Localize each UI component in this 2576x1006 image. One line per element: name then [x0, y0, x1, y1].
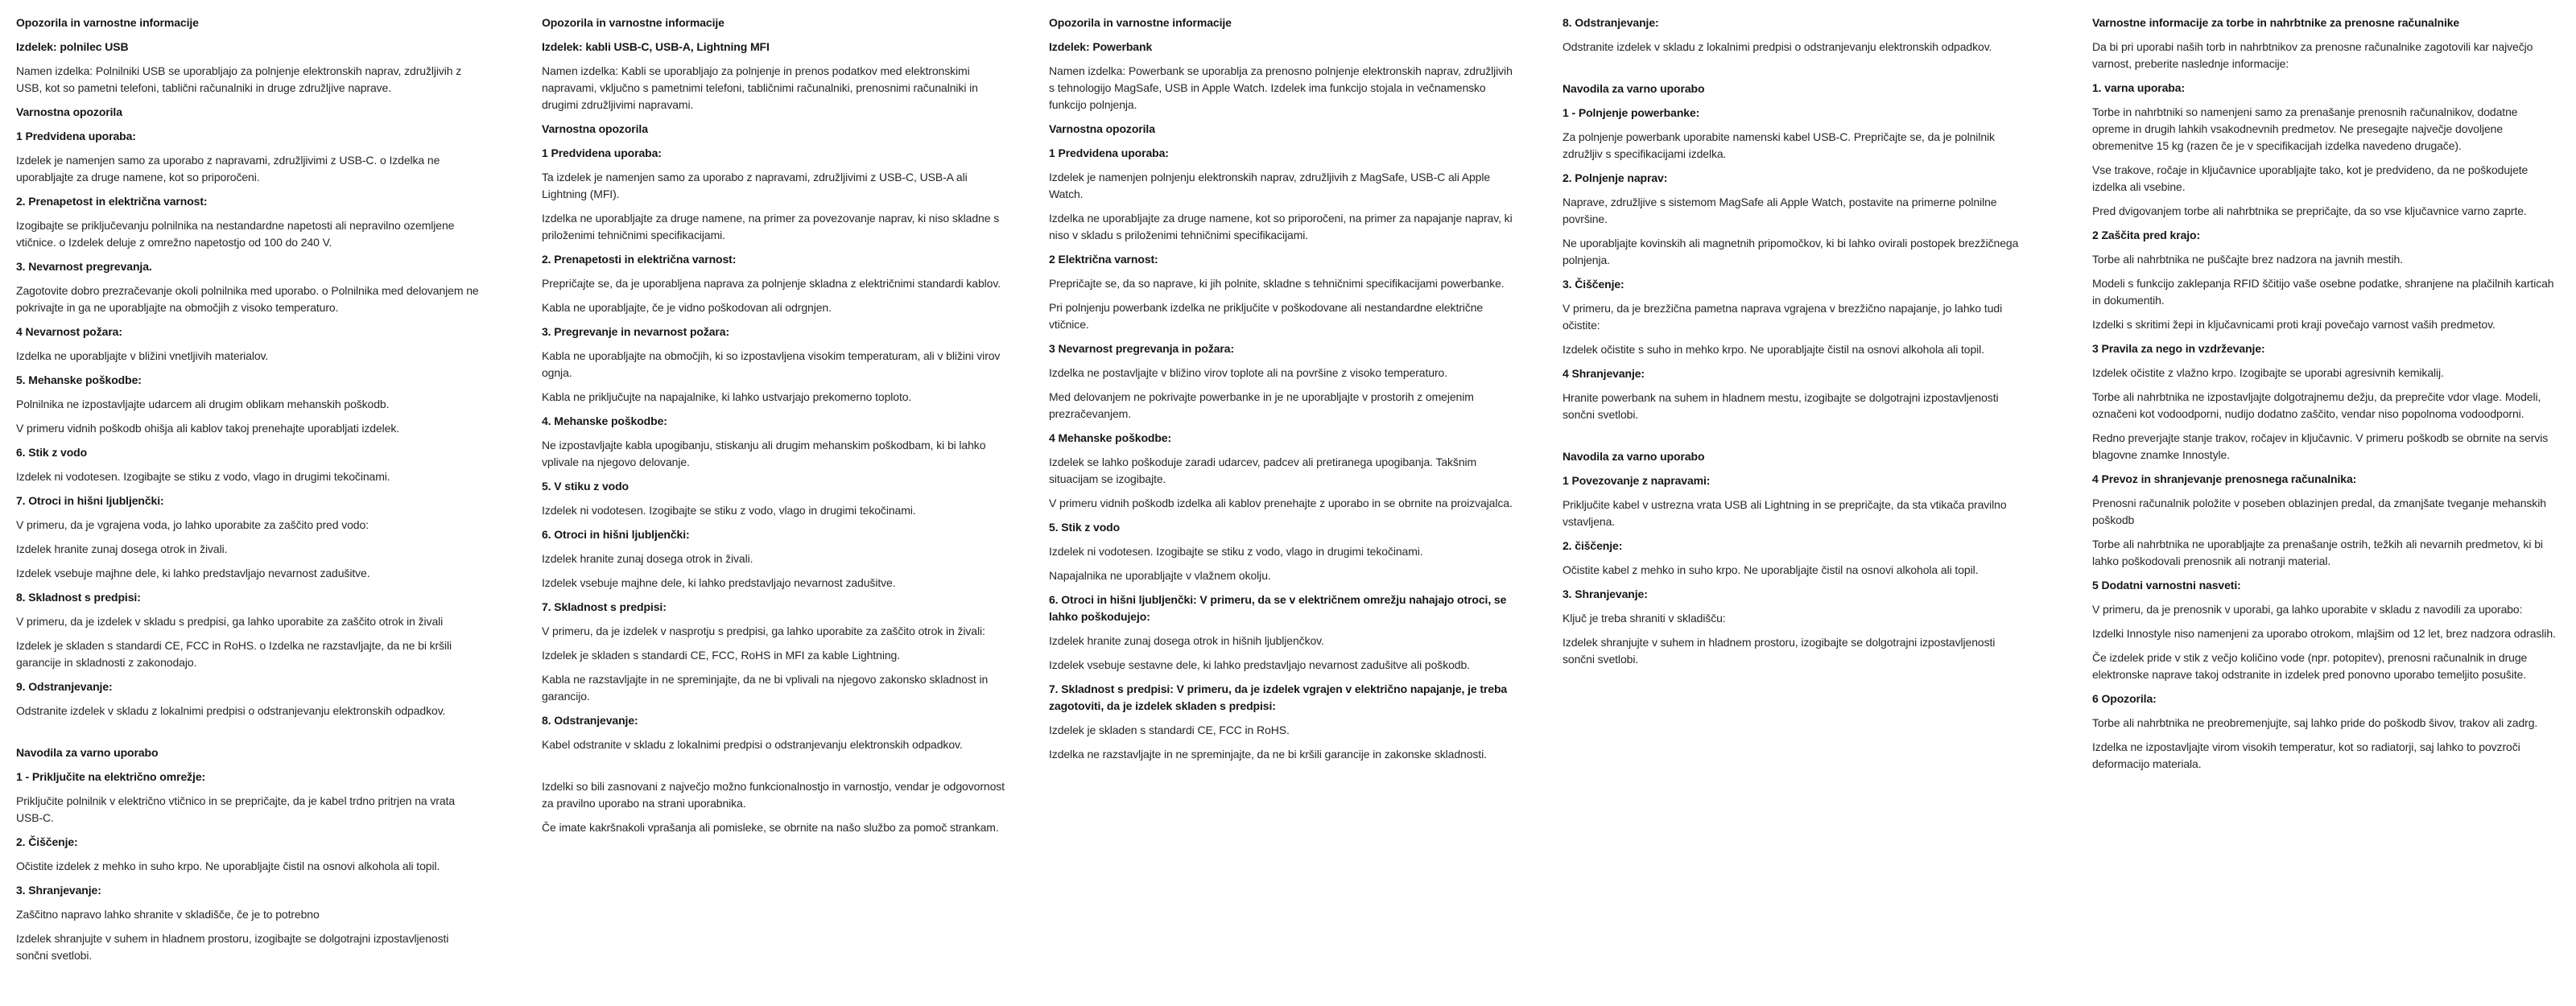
paragraph: V primeru, da je izdelek v nasprotju s predpisi, ga lahko uporabite za zaščito otrok in živali:	[542, 625, 985, 637]
section-heading: Varnostna opozorila	[16, 105, 122, 118]
paragraph: Pred dvigovanjem torbe ali nahrbtnika se prepričajte, da so vse ključavnice varno zaprte.	[2092, 204, 2527, 217]
section-heading: 9. Odstranjevanje:	[16, 680, 113, 693]
paragraph: Izdelek vsebuje majhne dele, ki lahko predstavljajo nevarnost zadušitve.	[16, 567, 370, 579]
column-laptop-bags	[2092, 14, 2557, 780]
section-heading: 3. Čiščenje:	[1563, 278, 1624, 291]
paragraph: Izdelka ne postavljajte v bližino virov toplote ali na površine z visoko temperaturo.	[1049, 366, 1447, 379]
section-heading: Opozorila in varnostne informacije	[542, 16, 724, 29]
paragraph: Namen izdelka: Kabli se uporabljajo za polnjenje in prenos podatkov med elektronskimi napravami, vključno s pametnimi telefoni, tabličnimi računalniki, prenosnimi računalniki in drugimi združljivimi napravami.	[542, 64, 978, 111]
paragraph: Priključite kabel v ustrezna vrata USB ali Lightning in se prepričajte, da sta vtikača pravilno vstavljena.	[1563, 498, 2007, 528]
section-heading: 5. V stiku z vodo	[542, 480, 629, 493]
section-heading: 6. Stik z vodo	[16, 446, 88, 459]
section-heading: 7. Skladnost s predpisi: V primeru, da je izdelek vgrajen v električno napajanje, je treba zagotoviti, da je izdelek skladen s predpisi:	[1049, 682, 1508, 712]
section-heading: Opozorila in varnostne informacije	[16, 16, 199, 29]
section-heading: 4 Shranjevanje:	[1563, 367, 1645, 380]
section-heading: 3 Pravila za nego in vzdrževanje:	[2092, 342, 2265, 355]
paragraph: Izdelek očistite z vlažno krpo. Izogibajte se uporabi agresivnih kemikalij.	[2092, 366, 2444, 379]
paragraph: Ta izdelek je namenjen samo za uporabo z napravami, združljivimi z USB-C, USB-A ali Lightning (MFI).	[542, 171, 968, 200]
section-heading: 7. Skladnost s predpisi:	[542, 600, 667, 613]
section-heading: 2. Prenapetost in električna varnost:	[16, 195, 208, 208]
column-powerbank-instructions	[1563, 14, 2028, 675]
section-heading: 2 Električna varnost:	[1049, 253, 1158, 266]
paragraph: Prenosni računalnik položite v poseben oblazinjen predal, da zmanjšate tveganje mehanskih poškodb	[2092, 497, 2546, 526]
section-heading: Varnostna opozorila	[1049, 122, 1155, 135]
section-heading: 2. Čiščenje:	[16, 835, 78, 848]
section-heading: 8. Skladnost s predpisi:	[16, 591, 141, 604]
paragraph: Za polnjenje powerbank uporabite namenski kabel USB-C. Prepričajte se, da je polnilnik združljiv s specifikacijami izdelka.	[1563, 130, 1995, 160]
paragraph: Izdelek vsebuje sestavne dele, ki lahko predstavljajo nevarnost zadušitve ali poškodb.	[1049, 658, 1470, 671]
column-powerbank	[1049, 14, 1514, 770]
paragraph: Izdelek hranite zunaj dosega otrok in hišnih ljubljenčkov.	[1049, 634, 1324, 647]
section-heading: 1 - Priključite na električno omrežje:	[16, 770, 206, 783]
paragraph: Izdelka ne izpostavljajte virom visokih temperatur, kot so radiatorji, saj lahko to povzroči deformacijo materiala.	[2092, 740, 2520, 770]
paragraph: Zaščitno napravo lahko shranite v skladišče, če je to potrebno	[16, 908, 320, 921]
paragraph: Torbe in nahrbtniki so namenjeni samo za prenašanje prenosnih računalnikov, dodatne opreme in drugih lahkih vsakodnevnih predmetov. Ne presegajte največje dovoljene obremenitve 15 kg (razen če je v specifikacijah izdelka navedeno drugače).	[2092, 105, 2518, 152]
paragraph: Kabla ne uporabljajte, če je vidno poškodovan ali odrgnjen.	[542, 301, 832, 314]
section-heading: 3. Shranjevanje:	[16, 884, 101, 897]
paragraph: Če izdelek pride v stik z večjo količino vode (npr. potopitev), prenosni računalnik in druge elektronske naprave takoj odstranite in izdelek pred ponovno uporabo temeljito posušite.	[2092, 651, 2528, 681]
paragraph: Izdelka ne uporabljajte v bližini vnetljivih materialov.	[16, 349, 269, 362]
paragraph: Če imate kakršnakoli vprašanja ali pomisleke, se obrnite na našo službo za pomoč strankam.	[542, 821, 999, 834]
section-heading: 5. Mehanske poškodbe:	[16, 373, 142, 386]
paragraph: Izdelki so bili zasnovani z največjo možno funkcionalnostjo in varnostjo, vendar je odgovornost za pravilno uporabo na strani uporabnika.	[542, 780, 1005, 810]
section-heading: 4 Nevarnost požara:	[16, 325, 122, 338]
paragraph: Izdelek shranjujte v suhem in hladnem prostoru, izogibajte se dolgotrajni izpostavljenosti sončni svetlobi.	[1563, 636, 1996, 666]
spacer	[542, 761, 1007, 778]
paragraph: Zagotovite dobro prezračevanje okoli polnilnika med uporabo. o Polnilnika med delovanjem ne pokrivajte in ga ne uporabljajte na območjih z visoko temperaturo.	[16, 284, 479, 314]
spacer	[1563, 431, 2028, 448]
paragraph: Izdelki s skritimi žepi in ključavnicami proti kraji povečajo varnost vaših predmetov.	[2092, 318, 2496, 331]
paragraph: Vse trakove, ročaje in ključavnice uporabljajte tako, kot je predvideno, da ne poškodujete izdelka ali vsebine.	[2092, 163, 2529, 193]
paragraph: Prepričajte se, da so naprave, ki jih polnite, skladne s tehničnimi specifikacijami powerbanke.	[1049, 277, 1505, 290]
section-heading: 8. Odstranjevanje:	[1563, 16, 1659, 29]
section-heading: 4 Mehanske poškodbe:	[1049, 431, 1172, 444]
section-heading: Opozorila in varnostne informacije	[1049, 16, 1232, 29]
section-heading: 1. varna uporaba:	[2092, 81, 2186, 94]
section-heading: Izdelek: polnilec USB	[16, 40, 129, 53]
paragraph: Torbe ali nahrbtnika ne uporabljajte za prenašanje ostrih, težkih ali nevarnih predmetov, ki bi lahko poškodovali prenosnik ali notranji material.	[2092, 538, 2543, 567]
paragraph: V primeru vidnih poškodb ohišja ali kablov takoj prenehajte uporabljati izdelek.	[16, 422, 400, 435]
paragraph: Torbe ali nahrbtnika ne izpostavljajte dolgotrajnemu dežju, da preprečite vdor vlage. Modeli, označeni kot vodoodporni, nudijo dodatno zaščito, vendar niso popolnoma vodoodporni.	[2092, 390, 2541, 420]
section-heading: 3 Nevarnost pregrevanja in požara:	[1049, 342, 1235, 355]
section-heading: 8. Odstranjevanje:	[542, 714, 638, 727]
paragraph: Izdelek je skladen s standardi CE, FCC in RoHS.	[1049, 724, 1290, 736]
paragraph: Izdelek je skladen s standardi CE, FCC, RoHS in MFI za kable Lightning.	[542, 649, 900, 662]
paragraph: Izdelek je namenjen polnjenju elektronskih naprav, združljivih z MagSafe, USB-C ali Apple Watch.	[1049, 171, 1491, 200]
paragraph: Izdelek ni vodotesen. Izogibajte se stiku z vodo, vlago in drugimi tekočinami.	[542, 504, 916, 517]
section-heading: 3. Shranjevanje:	[1563, 588, 1648, 600]
paragraph: Izdelek je skladen s standardi CE, FCC in RoHS. o Izdelka ne razstavljajte, da ne bi kršili garancije in skladnosti z zakonodajo.	[16, 639, 452, 669]
paragraph: Ne izpostavljajte kabla upogibanju, stiskanju ali drugim mehanskim poškodbam, ki bi lahko vplivale na njegovo delovanje.	[542, 439, 986, 468]
section-heading: 6. Otroci in hišni ljubljenčki:	[542, 528, 690, 541]
paragraph: Očistite izdelek z mehko in suho krpo. Ne uporabljajte čistil na osnovi alkohola ali topil.	[16, 860, 440, 872]
paragraph: Izdelka ne uporabljajte za druge namene, kot so priporočeni, na primer za napajanje naprav, ki niso v skladu s priloženimi tehničnimi specifikacijami.	[1049, 212, 1513, 241]
section-heading: 5 Dodatni varnostni nasveti:	[2092, 579, 2241, 592]
paragraph: Modeli s funkcijo zaklepanja RFID ščitijo vaše osebne podatke, shranjene na plačilnih karticah in dokumentih.	[2092, 277, 2554, 307]
paragraph: Očistite kabel z mehko in suho krpo. Ne uporabljajte čistil na osnovi alkohola ali topil.	[1563, 563, 1979, 576]
paragraph: Izdelka ne uporabljajte za druge namene, na primer za povezovanje naprav, ki niso skladne s priloženimi tehničnimi specifikacijami.	[542, 212, 1000, 241]
section-heading: 2. čiščenje:	[1563, 539, 1623, 552]
paragraph: Torbe ali nahrbtnika ne puščajte brez nadzora na javnih mestih.	[2092, 253, 2403, 266]
section-heading: Navodila za varno uporabo	[1563, 82, 1705, 95]
paragraph: V primeru, da je prenosnik v uporabi, ga lahko uporabite v skladu z navodili za uporabo:	[2092, 603, 2523, 616]
column-usb-charger	[16, 14, 481, 971]
paragraph: Izdelek hranite zunaj dosega otrok in živali.	[542, 552, 753, 565]
section-heading: 6. Otroci in hišni ljubljenčki: V primeru, da se v električnem omrežju nahajajo otroci, se lahko poškodujejo:	[1049, 593, 1507, 623]
paragraph: Kabla ne priključujte na napajalnike, ki lahko ustvarjajo prekomerno toploto.	[542, 390, 912, 403]
section-heading: Izdelek: Powerbank	[1049, 40, 1153, 53]
spacer	[16, 727, 481, 744]
section-heading: Izdelek: kabli USB-C, USB-A, Lightning MFI	[542, 40, 770, 53]
spacer	[1563, 63, 2028, 80]
section-heading: 3. Pregrevanje in nevarnost požara:	[542, 325, 730, 338]
section-heading: 1 Predvidena uporaba:	[16, 130, 136, 142]
paragraph: Naprave, združljive s sistemom MagSafe ali Apple Watch, postavite na primerne polnilne površine.	[1563, 196, 1997, 225]
paragraph: Redno preverjajte stanje trakov, ročajev in ključavnic. V primeru poškodb se obrnite na servis blagovne znamke Innostyle.	[2092, 431, 2549, 461]
paragraph: Odstranite izdelek v skladu z lokalnimi predpisi o odstranjevanju elektronskih odpadkov.	[1563, 40, 1992, 53]
paragraph: Namen izdelka: Polnilniki USB se uporabljajo za polnjenje elektronskih naprav, združljivih z USB, kot so pametni telefoni, tablični računalniki in druge združljive naprave.	[16, 64, 462, 94]
section-heading: Navodila za varno uporabo	[1563, 450, 1705, 463]
section-heading: 4. Mehanske poškodbe:	[542, 414, 667, 427]
paragraph: Odstranite izdelek v skladu z lokalnimi predpisi o odstranjevanju elektronskih odpadkov.	[16, 704, 446, 717]
paragraph: Izdelek se lahko poškoduje zaradi udarcev, padcev ali pretiranega upogibanja. Takšnim situacijam se izogibajte.	[1049, 456, 1477, 485]
section-heading: 2. Polnjenje naprav:	[1563, 171, 1668, 184]
paragraph: Izdelki Innostyle niso namenjeni za uporabo otrokom, mlajšim od 12 let, brez nadzora odraslih.	[2092, 627, 2556, 640]
paragraph: Izdelek vsebuje majhne dele, ki lahko predstavljajo nevarnost zadušitve.	[542, 576, 896, 589]
paragraph: Kabla ne razstavljajte in ne spreminjajte, da ne bi vplivali na njegovo zakonsko skladnost in garancijo.	[542, 673, 989, 703]
paragraph: Izdelek shranjujte v suhem in hladnem prostoru, izogibajte se dolgotrajni izpostavljenosti sončni svetlobi.	[16, 932, 449, 962]
section-heading: Varnostne informacije za torbe in nahrbtnike za prenosne računalnike	[2092, 16, 2460, 29]
section-heading: 5. Stik z vodo	[1049, 521, 1121, 534]
section-heading: 1 Predvidena uporaba:	[542, 146, 662, 159]
section-heading: 1 - Polnjenje powerbanke:	[1563, 106, 1700, 119]
section-heading: 1 Predvidena uporaba:	[1049, 146, 1169, 159]
section-heading: 4 Prevoz in shranjevanje prenosnega računalnika:	[2092, 472, 2357, 485]
section-heading: 6 Opozorila:	[2092, 692, 2157, 705]
paragraph: Ključ je treba shraniti v skladišču:	[1563, 612, 1726, 625]
section-heading: 2. Prenapetosti in električna varnost:	[542, 253, 737, 266]
section-heading: 1 Povezovanje z napravami:	[1563, 474, 1711, 487]
paragraph: Kabla ne uporabljajte na območjih, ki so izpostavljena visokim temperaturam, ali v bližini virov ognja.	[542, 349, 1001, 379]
section-heading: 2 Zaščita pred krajo:	[2092, 229, 2201, 241]
paragraph: Izdelek ni vodotesen. Izogibajte se stiku z vodo, vlago in drugimi tekočinami.	[16, 470, 390, 483]
column-cables	[542, 14, 1007, 843]
section-heading: Navodila za varno uporabo	[16, 746, 159, 759]
paragraph: Pri polnjenju powerbank izdelka ne priključite v poškodovane ali nestandardne električne vtičnice.	[1049, 301, 1484, 331]
section-heading: 3. Nevarnost pregrevanja.	[16, 260, 152, 273]
paragraph: Torbe ali nahrbtnika ne preobremenjujte, saj lahko pride do poškodb šivov, trakov ali zadrg.	[2092, 716, 2538, 729]
paragraph: Izdelek hranite zunaj dosega otrok in živali.	[16, 542, 228, 555]
paragraph: Ne uporabljajte kovinskih ali magnetnih pripomočkov, ki bi lahko ovirali postopek brezžičnega polnjenja.	[1563, 237, 2019, 266]
paragraph: Namen izdelka: Powerbank se uporablja za prenosno polnjenje elektronskih naprav, združljivih s tehnologijo MagSafe, USB in Apple Watch. Izdelek ima funkcijo stojala in večnamensko funkcijo polnjenja.	[1049, 64, 1513, 111]
paragraph: Kabel odstranite v skladu z lokalnimi predpisi o odstranjevanju elektronskih odpadkov.	[542, 738, 963, 751]
paragraph: Med delovanjem ne pokrivajte powerbanke in je ne uporabljajte v prostorih z omejenim prezračevanjem.	[1049, 390, 1474, 420]
paragraph: Izdelka ne razstavljajte in ne spreminjajte, da ne bi kršili garancije in zakonske skladnosti.	[1049, 748, 1487, 761]
paragraph: Priključite polnilnik v električno vtičnico in se prepričajte, da je kabel trdno pritrjen na vrata USB-C.	[16, 794, 456, 824]
paragraph: Napajalnika ne uporabljajte v vlažnem okolju.	[1049, 569, 1271, 582]
paragraph: V primeru, da je brezžična pametna naprava vgrajena v brezžično napajanje, jo lahko tudi očistite:	[1563, 302, 2003, 332]
paragraph: Polnilnika ne izpostavljajte udarcem ali drugim oblikam mehanskih poškodb.	[16, 398, 390, 410]
paragraph: Izdelek očistite s suho in mehko krpo. Ne uporabljajte čistil na osnovi alkohola ali topil.	[1563, 343, 1984, 356]
section-heading: Varnostna opozorila	[542, 122, 648, 135]
paragraph: V primeru, da je izdelek v skladu s predpisi, ga lahko uporabite za zaščito otrok in živali	[16, 615, 444, 628]
paragraph: Izogibajte se priključevanju polnilnika na nestandardne napetosti ali nepravilno ozemljene vtičnice. o Izdelek deluje z omrežno napetostjo od 100 do 240 V.	[16, 219, 455, 249]
section-heading: 7. Otroci in hišni ljubljenčki:	[16, 494, 164, 507]
paragraph: Izdelek je namenjen samo za uporabo z napravami, združljivimi z USB-C. o Izdelka ne uporabljajte za druge namene, kot so priporočeni.	[16, 154, 440, 183]
paragraph: V primeru, da je vgrajena voda, jo lahko uporabite za zaščito pred vodo:	[16, 518, 369, 531]
paragraph: Prepričajte se, da je uporabljena naprava za polnjenje skladna z električnimi standardi kablov.	[542, 277, 1001, 290]
paragraph: Izdelek ni vodotesen. Izogibajte se stiku z vodo, vlago in drugimi tekočinami.	[1049, 545, 1423, 558]
paragraph: Hranite powerbank na suhem in hladnem mestu, izogibajte se dolgotrajni izpostavljenosti sončni svetlobi.	[1563, 391, 1999, 421]
paragraph: Da bi pri uporabi naših torb in nahrbtnikov za prenosne računalnike zagotovili kar največjo varnost, preberite naslednje informacije:	[2092, 40, 2533, 70]
paragraph: V primeru vidnih poškodb izdelka ali kablov prenehajte z uporabo in se obrnite na proizvajalca.	[1049, 497, 1513, 509]
